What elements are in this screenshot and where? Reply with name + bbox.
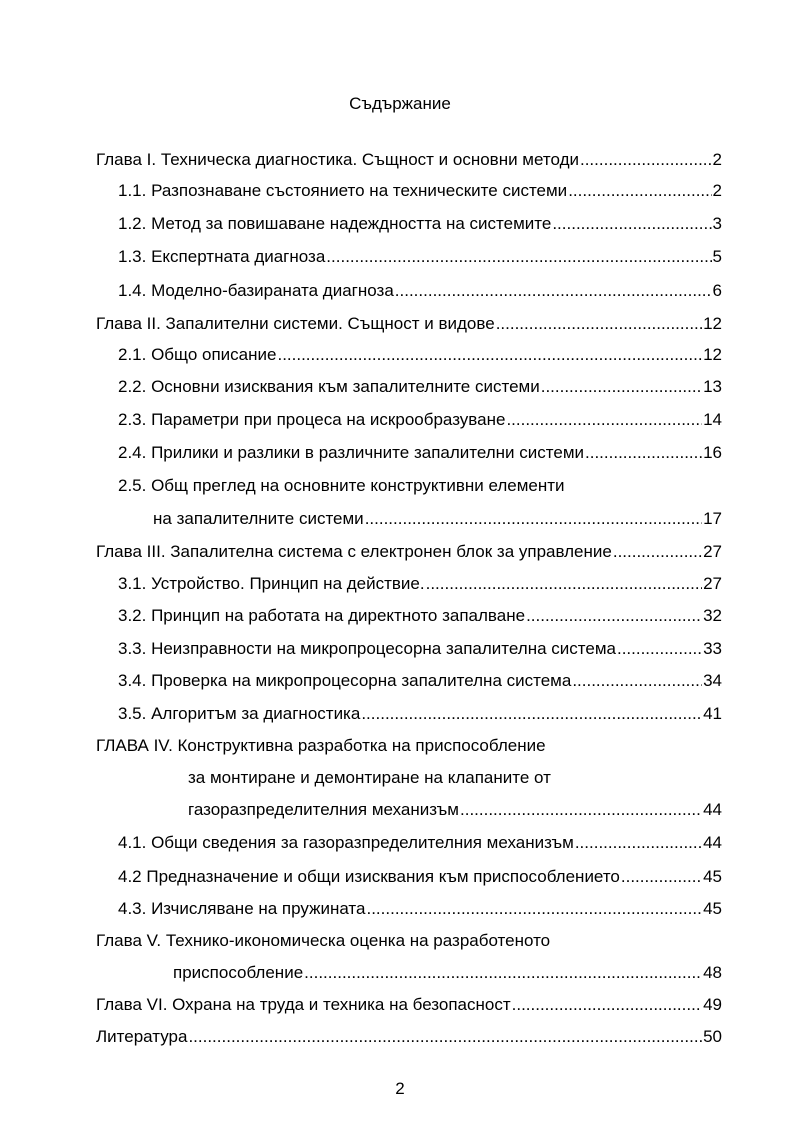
toc-entry-2-3[interactable] (118, 409, 722, 431)
toc-entry-label: Глава II. Запалителни системи. Същност и видове (96, 314, 495, 333)
toc-entry-2-2[interactable] (118, 376, 722, 398)
toc-entry-label: на запалителните системи (153, 509, 364, 528)
toc-entry-page: 33 (703, 639, 722, 658)
toc-entry-chapter-1[interactable] (96, 149, 722, 171)
toc-entry-page: 49 (703, 995, 722, 1014)
toc-entry-2-1[interactable] (118, 344, 722, 366)
dot-leader (575, 832, 702, 854)
toc-entry-chapter-3[interactable] (96, 541, 722, 563)
toc-entry-page: 34 (703, 671, 722, 690)
dot-leader (613, 541, 702, 563)
dot-leader (426, 573, 702, 595)
toc-entry-page: 12 (703, 345, 722, 364)
toc-entry-page: 12 (703, 314, 722, 333)
toc-entry-page: 27 (703, 542, 722, 561)
toc-entry-label: 1.1. Разпознаване състоянието на техническите системи (118, 181, 568, 200)
toc-entry-label: Глава III. Запалителна система с електронен блок за управление (96, 542, 612, 561)
dot-leader (496, 313, 702, 335)
toc-entry-label: 3.3. Неизправности на микропроцесорна запалителна система (118, 639, 616, 658)
dot-leader (506, 409, 702, 431)
toc-entry-page: 16 (703, 443, 722, 462)
dot-leader (361, 703, 702, 725)
toc-entry-page: 45 (703, 899, 722, 918)
toc-entry-3-3[interactable] (118, 638, 722, 660)
toc-entry-1-2[interactable] (118, 213, 722, 235)
toc-entry-3-4[interactable] (118, 670, 722, 692)
dot-leader (304, 962, 702, 984)
toc-entry-2-4[interactable] (118, 442, 722, 464)
toc-title: Съдържание (349, 94, 451, 113)
toc-entry-page: 32 (703, 606, 722, 625)
toc-entry-chapter-4-cont-1[interactable]: за монтиране и демонтиране на клапаните от (188, 768, 551, 787)
toc-entry-label: 2.1. Общо описание (118, 345, 277, 364)
dot-leader (580, 149, 712, 171)
toc-entry-page: 6 (712, 281, 722, 300)
dot-leader (365, 508, 702, 530)
dot-leader (277, 344, 702, 366)
dot-leader (395, 280, 712, 302)
dot-leader (568, 180, 711, 202)
toc-entry-page: 5 (712, 247, 722, 266)
toc-entry-literature[interactable] (96, 1026, 722, 1048)
toc-entry-page: 41 (703, 704, 722, 723)
dot-leader (617, 638, 702, 660)
toc-entry-page: 13 (703, 377, 722, 396)
toc-entry-chapter-4[interactable]: ГЛАВА IV. Конструктивна разработка на приспособление (96, 736, 546, 755)
toc-entry-label: 4.2 Предназначение и общи изисквания към приспособлението (118, 867, 620, 886)
toc-entry-chapter-5[interactable]: Глава V. Технико-икономическа оценка на разработеното (96, 931, 551, 950)
toc-entry-page: 2 (712, 181, 722, 200)
toc-entry-label: 2.4. Прилики и разлики в различните запалителни системи (118, 443, 585, 462)
toc-entry-page: 2 (712, 150, 722, 169)
toc-entry-chapter-4-cont-2[interactable] (188, 799, 722, 821)
toc-entry-3-5[interactable] (118, 703, 722, 725)
toc-entry-2-5-cont[interactable] (153, 508, 722, 530)
toc-entry-4-1[interactable] (118, 832, 722, 854)
page-number: 2 (395, 1079, 405, 1098)
dot-leader (541, 376, 702, 398)
toc-entry-page: 44 (703, 800, 722, 819)
toc-entry-1-3[interactable] (118, 246, 722, 268)
toc-entry-4-2[interactable] (118, 866, 722, 888)
toc-entry-4-3[interactable] (118, 898, 722, 920)
toc-entry-label: Глава VI. Охрана на труда и техника на безопасност (96, 995, 511, 1014)
toc-entry-label: 1.3. Експертната диагноза (118, 247, 326, 266)
dot-leader (512, 994, 702, 1016)
toc-entry-page: 48 (703, 963, 722, 982)
toc-entry-chapter-5-cont[interactable] (173, 962, 722, 984)
toc-entry-page: 3 (712, 214, 722, 233)
toc-entry-label: газоразпределителния механизъм (188, 800, 459, 819)
toc-entry-chapter-2[interactable] (96, 313, 722, 335)
toc-entry-label: 4.1. Общи сведения за газоразпределителния механизъм (118, 833, 574, 852)
toc-entry-label: Глава I. Техническа диагностика. Същност и основни методи (96, 150, 579, 169)
toc-entry-label: приспособление (173, 963, 304, 982)
dot-leader (526, 605, 702, 627)
toc-entry-label: 3.4. Проверка на микропроцесорна запалителна система (118, 671, 572, 690)
dot-leader (460, 799, 702, 821)
toc-entry-chapter-6[interactable] (96, 994, 722, 1016)
toc-entry-page: 27 (703, 574, 722, 593)
toc-entry-label: Литература (96, 1027, 188, 1046)
dot-leader (585, 442, 702, 464)
toc-entry-label: 3.2. Принцип на работата на директното запалване (118, 606, 526, 625)
toc-entry-label: 2.2. Основни изисквания към запалителните системи (118, 377, 540, 396)
dot-leader (572, 670, 702, 692)
toc-entry-label: 3.5. Алгоритъм за диагностика (118, 704, 361, 723)
toc-entry-label: 1.4. Моделно-базираната диагноза (118, 281, 394, 300)
dot-leader (621, 866, 702, 888)
toc-entry-3-2[interactable] (118, 605, 722, 627)
dot-leader (188, 1026, 702, 1048)
toc-entry-3-1[interactable] (118, 573, 722, 595)
toc-entry-page: 45 (703, 867, 722, 886)
toc-entry-1-1[interactable] (118, 180, 722, 202)
toc-entry-label: 2.3. Параметри при процеса на искрообразуване (118, 410, 506, 429)
toc-entry-1-4[interactable] (118, 280, 722, 302)
toc-entry-label: 4.3. Изчисляване на пружината (118, 899, 366, 918)
dot-leader (552, 213, 711, 235)
dot-leader (366, 898, 702, 920)
toc-entry-2-5[interactable]: 2.5. Общ преглед на основните конструктивни елементи (118, 476, 565, 495)
dot-leader (326, 246, 711, 268)
toc-entry-label: 1.2. Метод за повишаване надеждността на системите (118, 214, 552, 233)
toc-entry-page: 44 (703, 833, 722, 852)
toc-entry-page: 50 (703, 1027, 722, 1046)
toc-entry-label: 3.1. Устройство. Принцип на действие. (118, 574, 425, 593)
toc-entry-page: 14 (703, 410, 722, 429)
toc-entry-page: 17 (703, 509, 722, 528)
